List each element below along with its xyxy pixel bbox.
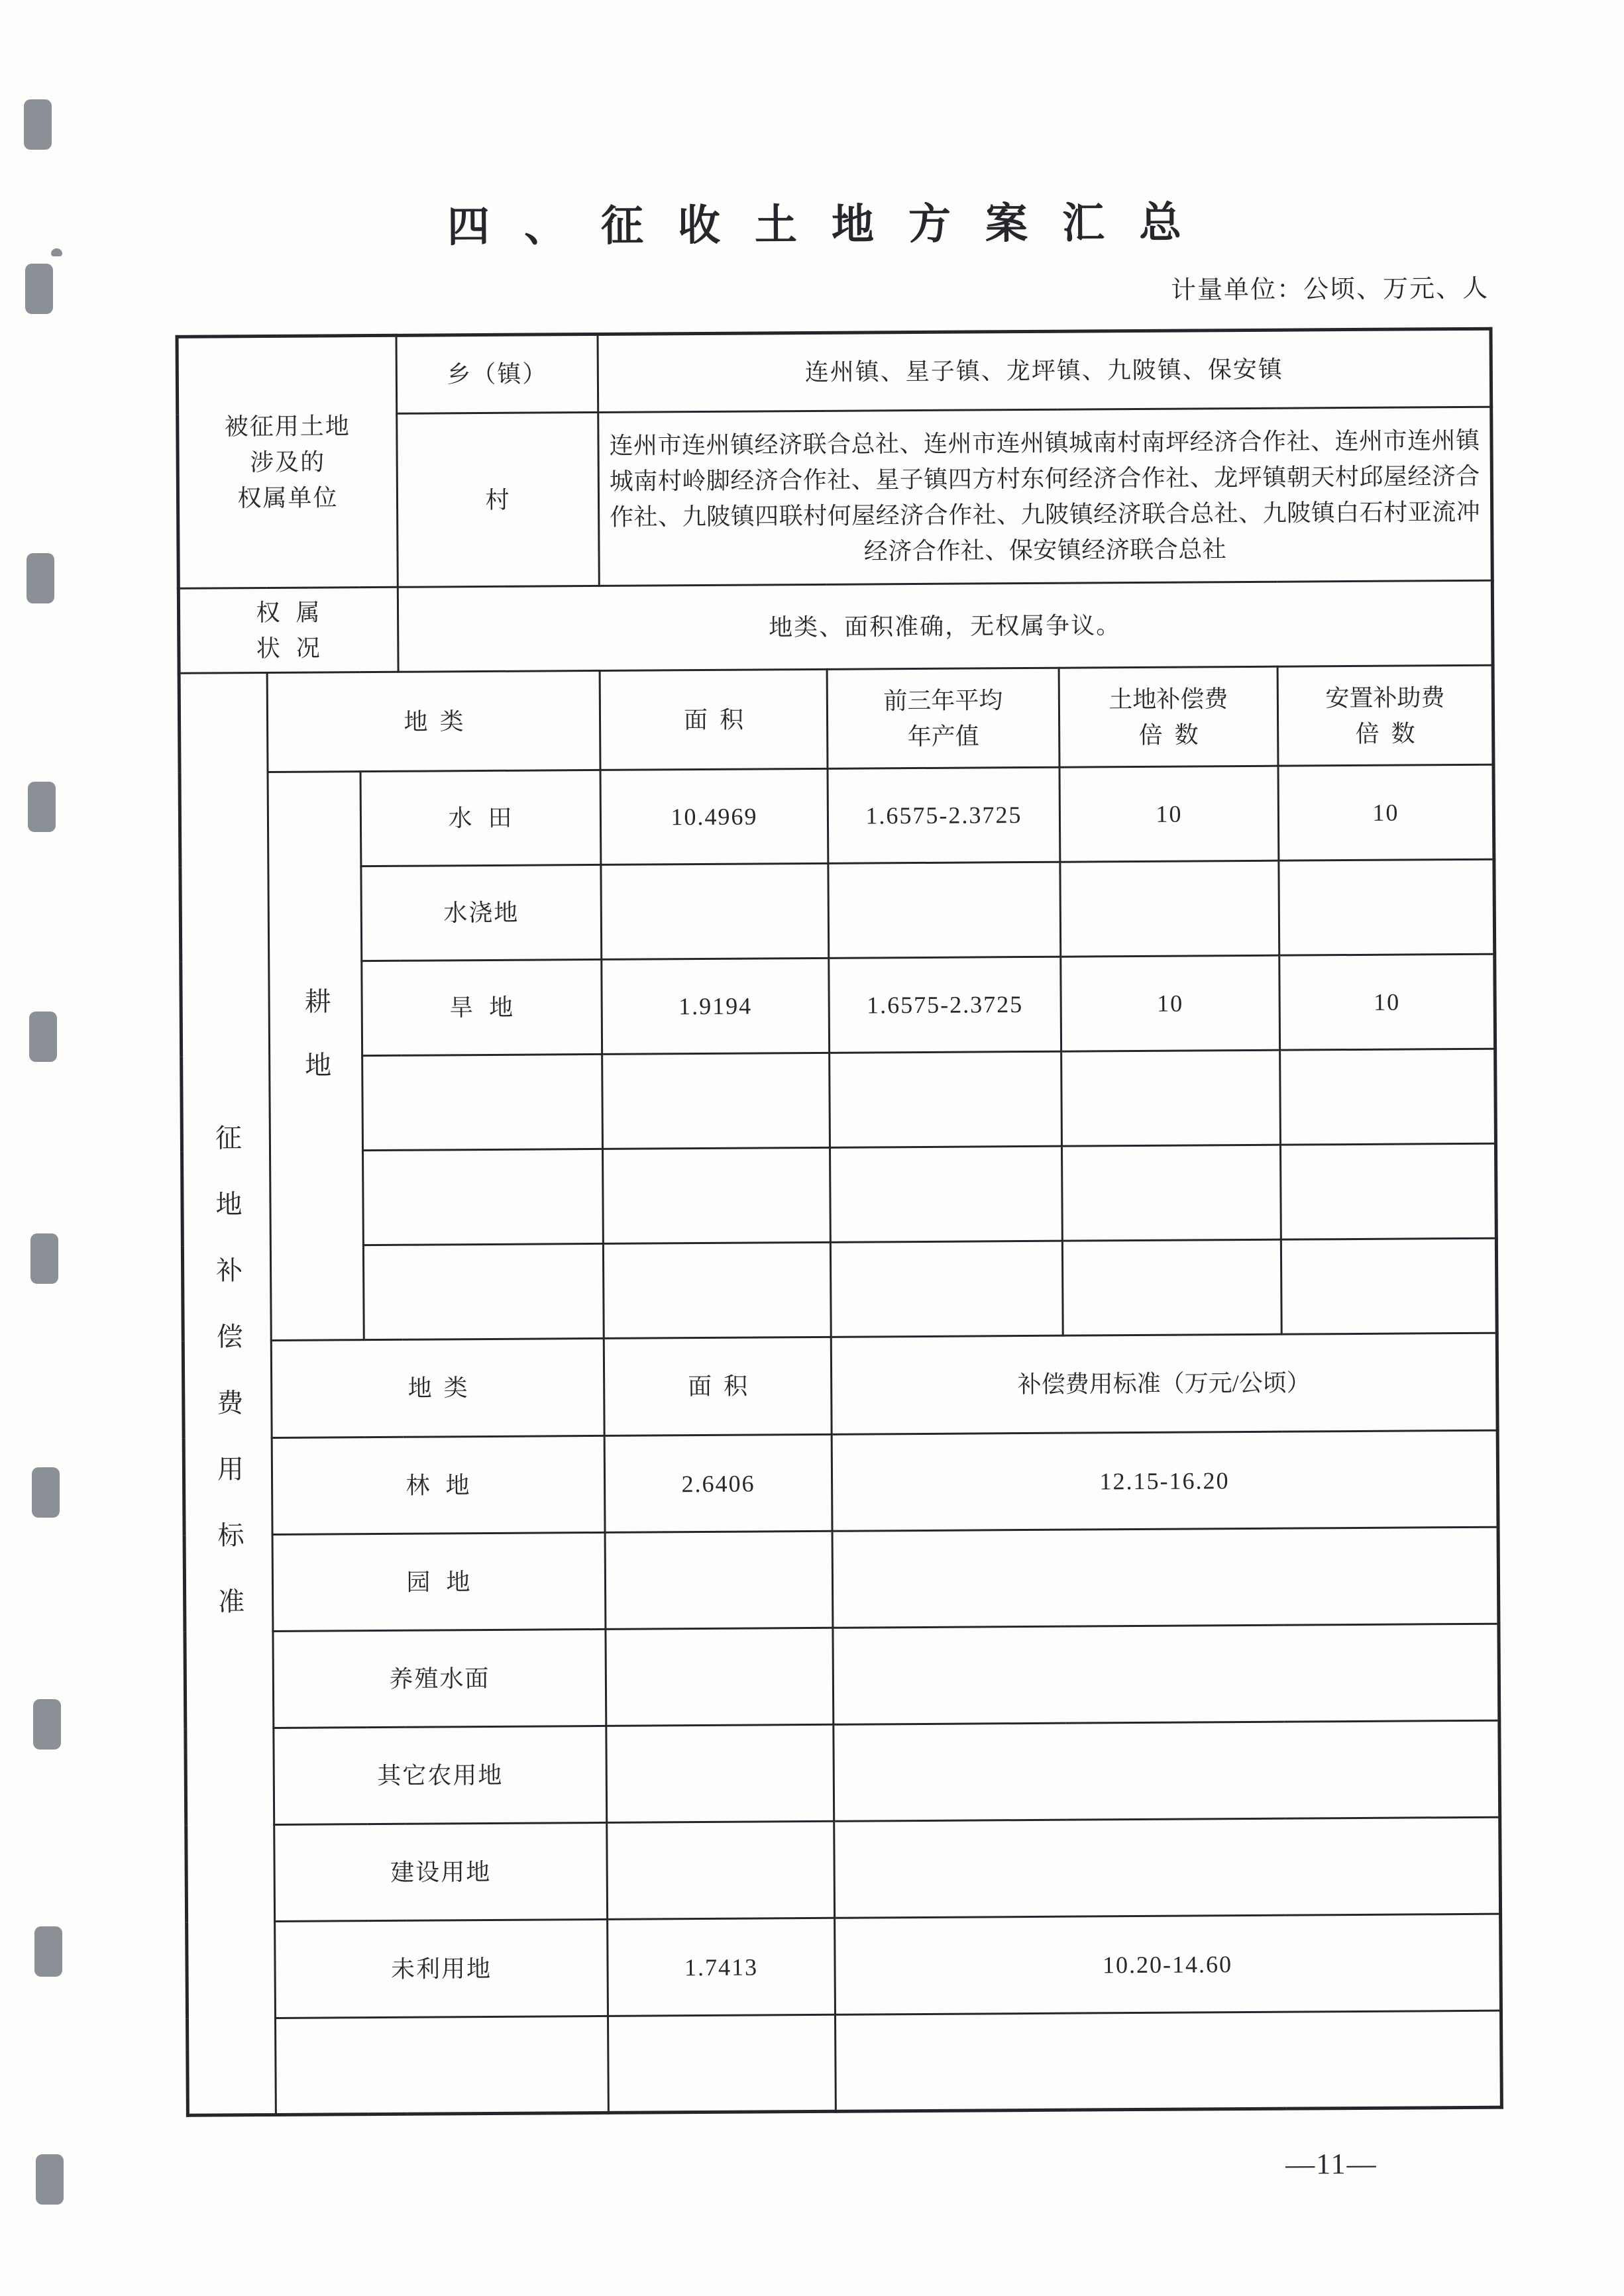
land-type-cell: [363, 1149, 604, 1245]
table-row: [181, 954, 1495, 1057]
standard-cell: [835, 2010, 1501, 2111]
land-acquisition-summary-table: [175, 327, 1503, 2117]
avg-annual-output-header: 前三年平均 年产值: [827, 668, 1059, 768]
land-type-cell: 旱 地: [362, 959, 602, 1055]
land-type-cell: [362, 1054, 603, 1150]
area-cell: 10.4969: [600, 768, 828, 864]
resettle-multiplier-cell: 10: [1278, 764, 1494, 861]
table-row: [183, 1333, 1497, 1438]
township-label: 乡（镇）: [396, 334, 598, 413]
standard-cell: [833, 1624, 1499, 1724]
land-multiplier-cell: [1061, 1145, 1281, 1241]
measurement-unit-note: 计量单位：公顷、万元、人: [1170, 274, 1489, 305]
resettle-multiplier-cell: [1280, 1049, 1496, 1145]
table-row: [177, 329, 1491, 415]
village-label: 村: [397, 412, 600, 587]
village-value: 连州市连州镇经济联合总社、连州市连州镇城南村南坪经济合作社、连州市连州镇城南村岭脚经济合作社、星子镇四方村东何经济合作社、龙坪镇朝天村邱屋经济合作社、九陂镇四联村何屋经济合作社、九陂镇经济联合总社、九陂镇白石村亚流冲经济合作社、保安镇经济联合总社: [598, 407, 1493, 586]
table-row: [180, 859, 1495, 962]
cultivated-land-group-label: [268, 772, 364, 1341]
land-type-cell: 水浇地: [361, 864, 602, 961]
table-row: [187, 1914, 1501, 2018]
standard-cell: [832, 1527, 1499, 1628]
table-row: [179, 665, 1493, 772]
area-cell: [605, 1531, 833, 1629]
area-cell: 2.6406: [604, 1434, 832, 1532]
table-row: [178, 580, 1493, 673]
table-row: [188, 2010, 1502, 2115]
area-cell: [601, 863, 829, 959]
table-row: [185, 1624, 1499, 1728]
output-value-cell: [830, 1241, 1063, 1337]
land-type-cell: 养殖水面: [273, 1629, 606, 1728]
standard-cell: [834, 1720, 1500, 1821]
table-row: [186, 1817, 1501, 1922]
output-value-cell: [830, 1051, 1062, 1147]
area-cell: [608, 2014, 836, 2113]
land-type-cell: [276, 2016, 609, 2114]
ownership-status-value: 地类、面积准确，无权属争议。: [398, 580, 1493, 672]
area-cell: [607, 1821, 835, 1919]
resettle-multiplier-cell: [1280, 1143, 1496, 1239]
ownership-status-label: 权 属 状 况: [178, 587, 398, 673]
compensation-standard-header: 补偿费用标准（万元/公顷）: [831, 1333, 1497, 1434]
resettlement-subsidy-multiplier-header: 安置补助费 倍 数: [1277, 665, 1493, 766]
standard-cell: 12.15-16.20: [832, 1430, 1498, 1531]
area-cell: [606, 1628, 834, 1726]
output-value-cell: 1.6575-2.3725: [828, 767, 1060, 863]
land-multiplier-cell: 10: [1061, 955, 1280, 1051]
standard-cell: [834, 1817, 1501, 1918]
area-header-2: 面 积: [604, 1337, 832, 1435]
output-value-cell: 1.6575-2.3725: [829, 957, 1061, 1053]
land-type-cell: 未利用地: [275, 1919, 608, 2018]
land-type-header: 地 类: [267, 670, 600, 772]
resettle-multiplier-cell: 10: [1279, 954, 1495, 1050]
table-row: [186, 1720, 1500, 1825]
resettle-multiplier-cell: [1279, 859, 1495, 955]
land-multiplier-cell: [1062, 1239, 1281, 1335]
land-type-cell: 其它农用地: [274, 1726, 607, 1824]
page-title: 四、征收土地方案汇总: [447, 199, 1217, 251]
land-type-cell: 园 地: [272, 1532, 606, 1631]
area-cell: [606, 1724, 834, 1822]
table-row: [182, 1049, 1496, 1151]
table-row: [182, 1238, 1497, 1341]
table-row: [184, 1430, 1498, 1535]
land-type-cell: 建设用地: [274, 1822, 608, 1921]
area-cell: [603, 1147, 831, 1243]
table-row: [182, 1143, 1497, 1246]
output-value-cell: [828, 862, 1061, 958]
cultivated-land-vertical-text: 耕地: [301, 987, 332, 1115]
land-multiplier-cell: [1060, 861, 1279, 957]
land-type-header-2: 地 类: [271, 1338, 604, 1437]
table-row: [180, 764, 1494, 867]
township-value: 连州镇、星子镇、龙坪镇、九陂镇、保安镇: [598, 329, 1491, 412]
area-cell: [602, 1053, 830, 1149]
land-compensation-multiplier-header: 土地补偿费 倍 数: [1059, 666, 1278, 767]
land-type-cell: 林 地: [272, 1435, 605, 1534]
land-multiplier-cell: 10: [1059, 766, 1279, 862]
table-row: [184, 1527, 1499, 1632]
standard-cell: 10.20-14.60: [835, 1914, 1501, 2014]
land-type-cell: [363, 1243, 604, 1339]
resettle-multiplier-cell: [1281, 1238, 1497, 1334]
land-type-cell: 水 田: [360, 770, 601, 866]
page-number: —11—: [1285, 2147, 1378, 2181]
land-multiplier-cell: [1061, 1050, 1281, 1146]
area-cell: [603, 1242, 831, 1338]
output-value-cell: [830, 1146, 1062, 1242]
compensation-standard-vertical-text: 征地补偿费用标准: [211, 1123, 245, 1654]
area-cell: 1.7413: [608, 1918, 836, 2016]
compensation-standard-section-label: [179, 673, 276, 2116]
area-header: 面 积: [600, 669, 828, 770]
ownership-units-label: 被征用土地 涉及的 权属单位: [177, 335, 398, 588]
area-cell: 1.9194: [602, 958, 830, 1054]
